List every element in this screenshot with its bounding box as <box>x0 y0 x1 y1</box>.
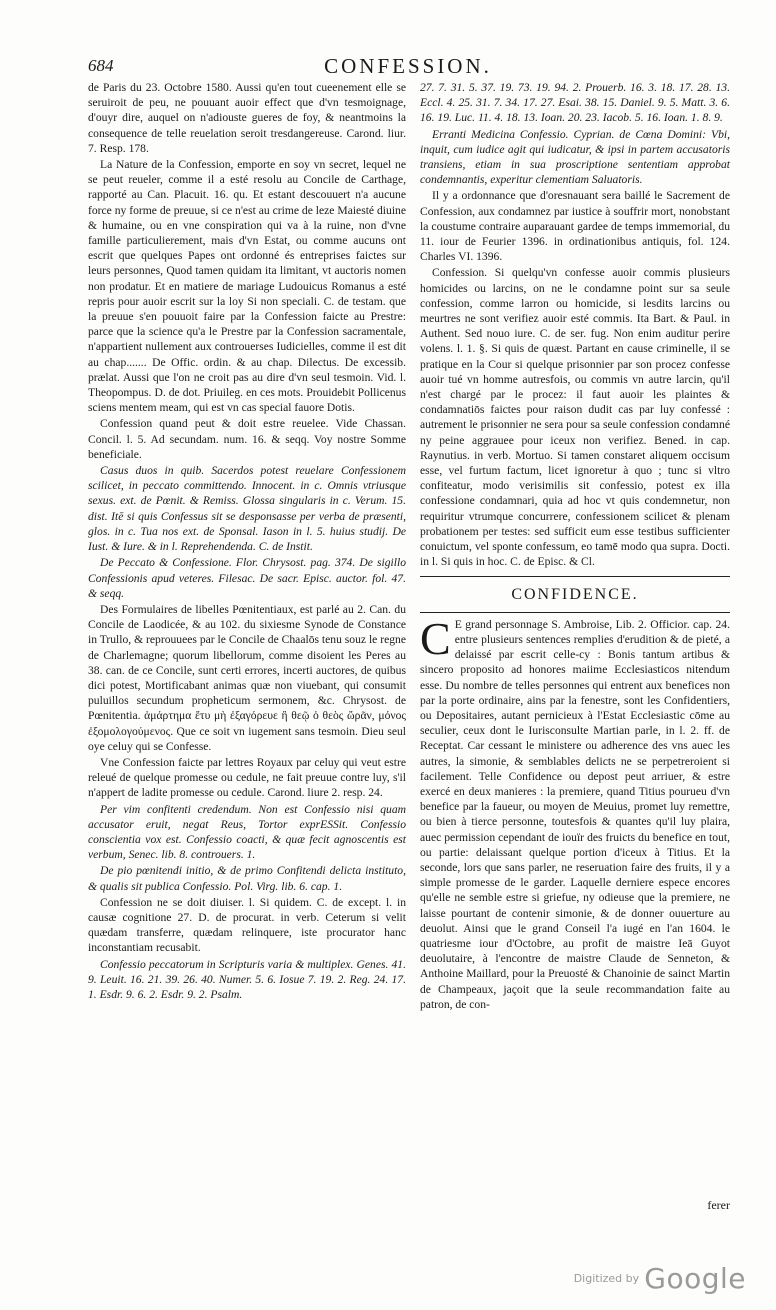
left-paragraph: de Paris du 23. Octobre 1580. Aussi qu'en tout cueenement elle se seruiroit de peu, ne pouuant auoir effect que d'vn tesmoignage, d'ouyr dire, auquel on n'adiouste gueres de foy, & neantmoins la consequence de telle reuelation seroit tresdangereuse. Carond. liur. 7. Resp. 178. <box>88 81 406 155</box>
right-paragraph: 27. 7. 31. 5. 37. 19. 73. 19. 94. 2. Prouerb. 16. 3. 18. 17. 28. 13. Eccl. 4. 25. 31. 7. 34. 17. 27. Esai. 38. 15. Daniel. 9. 5. Matt. 3. 6. 16. 19. Luc. 11. 4. 18. 13. Ioan. 20. 23. Iacob. 5. 16. Ioan. 1. 8. 9. <box>420 81 730 125</box>
page-number: 684 <box>88 56 114 75</box>
left-paragraph: Confession ne se doit diuiser. l. Si quidem. C. de except. l. in causæ cognitione 27. D. de procurat. in verb. Ceterum si velit quædam transferre, quædam relinquere, iste procurator hanc inconstantiam recusabit. <box>88 895 406 955</box>
section-title: CONFIDENCE. <box>511 585 639 603</box>
left-paragraph: Vne Confession faicte par lettres Royaux par celuy qui veut estre releué de quelque promesse ou cedule, ne fait preuue contre luy, s'il n'appert de ladite promesse ou cedule. Carond. liure 2. resp. 24. <box>88 755 406 800</box>
left-paragraph: Confession quand peut & doit estre reuelee. Vide Chassan. Concil. l. 5. Ad secundam. num. 16. & seqq. Voy nostre Somme beneficiale. <box>88 417 406 461</box>
left-paragraph: Per vim confitenti credendum. Non est Confessio nisi quam accusator eruit, negat Reus, Tortor exprESSit. Confessio conscientia vox est. Confessio coacti, & quæ fecit agnoscentis est verbum, Senec. lib. 8. controuers. 1. <box>88 802 406 862</box>
google-logo: Google <box>644 1262 746 1295</box>
left-paragraph: Casus duos in quib. Sacerdos potest reuelare Confessionem scilicet, in peccato committendo. Innocent. in c. Omnis vtriusque sexus. ext. de Pœnit. & Remiss. Glossa singularis in c. Verum. 15. dist. Itē si quis Confessus sit se desponsasse per verba de præsenti, glos. in c. Tua nos ext. de Sponsal. Iason in l. 5. huius studij. De Iust. & Iure. & in l. Reprehendenda. C. de Instit. <box>88 464 406 554</box>
left-paragraph: La Nature de la Confession, emporte en soy vn secret, lequel ne se peut reueler, comme il a esté resolu au Concile de Carthage, rapporté au Can. Placuit. 16. qu. Et estant descouuert n'a aucune force ny forme de preuue, si ce n'est au crime de leze Maiesté diuine & humaine, ou en vne conspiration qui va à la ruine, non d'vne famille particulierement, mais d'vn Estat, ou comme aucuns ont escrit que quelques Papes ont ordonné és entreprises faictes sur leurs personnes, Quod tamen quidam ita limitant, vt auctoris nomen non prodatur. Et en matiere de mariage Ludouicus Romanus a esté repris pour auoir escrit sur la loy Si non speciali. C. de testam. que la preuue s'en pouuoit faire par la Confession faicte au Prestre: parce que la science qu'a le Prestre par la Confession sacramentale, n'appartient nullement aux controuerses Iudicielles, comme il est dit au chap....... De Offic. ordin. & au chap. Dilectus. De excessib. prælat. Aussi que l'on ne croit pas au dire d'vn seul tesmoin. Vid. l. Theopompus. D. de dot. Priuileg. en ces mots. Prouidebit Pollicenus sciens mentem meam, qui est vn cas special fauore Dotis. <box>88 158 406 415</box>
left-paragraph: Des Formulaires de libelles Pœnitentiaux, est parlé au 2. Can. du Concile de Laodicée, & au 102. du sixiesme Synode de Constance in Trullo, & reprouuees par le Concile de Chaalōs tenu souz le regne de Charlemagne; quorum libellorum, comme disoient les Peres au 38. can. de ce Concile, sunt certi errores, incerti auctores, de quibus dici potest, Mortificabant animas quæ non viuebant, qui consumit puluillos secundum propheticum sermonem, &c. Chrysost. de Pœnitentia. ἁμάρτημα ἔτυ μὴ ἐξαγόρευε ἢ θεῷ ὁ θεὸς ὥρᾶν, μόνος ἐξομολογούμενος. Que ce soit vn iugement sans tesmoin. Dieu seul oye celuy qui se Confesse. <box>88 602 406 753</box>
page-header <box>88 54 728 80</box>
left-paragraph: De Peccato & Confessione. Flor. Chrysost. pag. 374. De sigillo Confessionis apud veteres. Filesac. De sacr. Episc. auctor. fol. 47. & seqq. <box>88 556 406 600</box>
section-divider <box>420 576 730 577</box>
left-paragraph: Confessio peccatorum in Scripturis varia & multiplex. Genes. 41. 9. Leuit. 16. 21. 39. 26. 40. Numer. 5. 6. Iosue 7. 19. 2. Reg. 24. 17. 1. Esdr. 9. 6. 2. Esdr. 9. 2. Psalm. <box>88 957 406 1001</box>
left-paragraph: De pio pœnitendi initio, & de primo Confitendi delicta instituto, & qualis sit publica Confessio. Pol. Virg. lib. 6. cap. 1. <box>88 864 406 893</box>
right-paragraph: Il y a ordonnance que d'oresnauant sera baillé le Sacrement de Confession, aux condamnez par iustice à souffrir mort, nonobstant la coustume contraire auparauant gardee de temps immemorial, du 11. iour de Feurier 1396. in ordinationibus antiquis, fol. 124. Charles VI. 1396. <box>420 189 730 264</box>
drop-cap-paragraph-text: E grand personnage S. Ambroise, Lib. 2. Officior. cap. 24. entre plusieurs sentences remplies d'erudition & de pieté, a delaissé par escrit celle-cy : Bonis tantum artibus & sincero proposito ad honores maiime Ecclesiasticos nitendum esse. Du nombre de telles personnes qui entrent aux benefices non par la porte ordinaire, ains par la fenestre, sont les Confidentiers, ou Depositaires, autant pernicieux à l'Estat Ecclesiastic cōme au seculier, ceux dont le Iurisconsulte Martian parle, in l. 2. ff. de Receptat. Car cessant le ministere ou adherence des vns auec les autres, la simonie, & semblables delicts ne se perpetreroient si facilement. Telle Confidence ou depost peut arriuer, & estre exercé en deux manieres : la premiere, quand Titius pourueu d'vn benefice par la faueur, ou moyen de Meuius, promet luy remettre, ou bien à tierce personne, toutesfois & quantes qu'il luy plaira, auec permission cependant de iouïr des fruicts du benefice en tout, ou partie: delaissant quelque portion d'iceux à Titius. Et la seconde, lors que sans parler, ne reseruation faire des fruits, il y a simple promesse de le garder. Laquelle derniere espece encores qu'elle ne semble estre si griefue, ny odieuse que la premiere, ne laisse pourtant de contenir simonie, & de donner ouuerture au deuolut. Ainsi que le grand Conseil l'a iugé en l'an 1604. le quatriesme iour d'Octobre, au profit de maistre Ieā Guyot deuolutaire, à l'encontre de maistre Claude de Senneton, & Anthoine Maillard, pour la Preuosté & Chanoinie de sainct Martin de Champeaux, jaçoit que la seule recommandation faite au patron, de con- <box>420 617 730 1011</box>
digitization-watermark <box>574 1262 746 1295</box>
section-divider <box>420 612 730 613</box>
drop-cap-initial: C <box>420 612 451 664</box>
right-paragraph <box>420 612 730 1012</box>
right-column <box>420 80 730 1013</box>
left-column <box>88 80 406 1003</box>
right-paragraph: Erranti Medicina Confessio. Cyprian. de Cœna Domini: Vbi, inquit, cum iudice agit qui iudicatur, & ipsi in partem accusatoris transiens, etiam in sua proscriptione sententiam approbat condemnantis, experitur clementiam Saluatoris. <box>420 127 730 187</box>
running-head: CONFESSION. <box>324 54 492 78</box>
watermark-prefix: Digitized by <box>573 1272 640 1285</box>
right-paragraph: Confession. Si quelqu'vn confesse auoir commis plusieurs homicides ou larcins, on ne le condamne point sur sa seule confession, comme larron ou homicide, si lesdits larcins ou meurtres ne sont verifiez auoir esté commis. Ita Bart. & Paul. in Authent. Sed nouo iure. C. de ser. fug. Non enim auditur perire volens. l. 1. §. Si quis de quæst. Partant en cause criminelle, il se pratique en la Cour si quelque prisonnier par son procez confesse auoir tué vn homme autresfois, ou commis vn autre larcin, qu'il n'est chargé par le procez: il faut auoir les plaintes & condamnatiōs faictes pour raison dudit cas par luy confessé : autrement le prisonnier ne sera pour sa seule confession condamné ny peine aggrauee pour iceux non verifiez. Bened. in cap. Raynutius. in verb. Mortuo. Si tamen constaret aliquem occisum esse, vel furtum factum, licet ignoretur à quo ; tunc si vltro confiteatur, modo verisimilis sit confessio, potest ex illa confessione condamnari, quia ad hoc vt quis condemnetur, non requiritur vtrumque concurrere, confessionem scilicet & plenam probationem per testes: sed sufficit eum esse testibus sufficienter conuictum, vel sponte confessum, eo tamē modo qua supra. Docti. in l. Si quis in hoc. C. de Episc. & Cl. <box>420 266 730 569</box>
catchword: ferer <box>707 1198 730 1212</box>
